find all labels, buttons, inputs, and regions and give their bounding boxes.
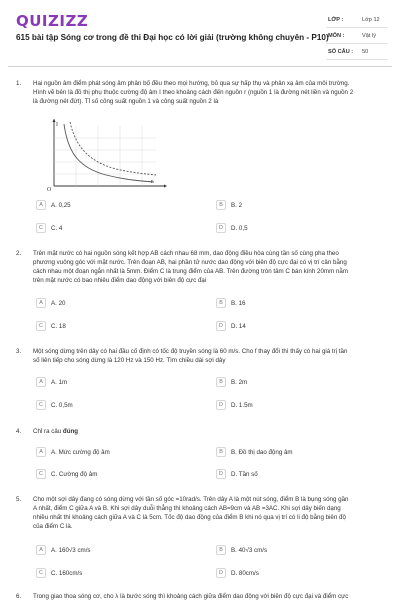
meta-value: Vật lý [362, 33, 376, 39]
question-text-line: phương vuông góc với mặt nước. Trên đoạn AB, hai phần tử nước dao động với biên độ cực đại có vị trí cân bằng [33, 259, 347, 266]
option-text: A. Mức cường độ âm [51, 448, 110, 456]
option-letter: B [216, 447, 226, 457]
option-letter: B [216, 200, 226, 210]
option-c[interactable] [36, 321, 66, 331]
option-letter: A [36, 200, 46, 210]
document-title: 615 bài tập Sóng cơ trong đề thi Đại học có lời giải (trường không chuyên - P10) [16, 33, 329, 42]
option-letter: C [36, 400, 46, 410]
option-letter: D [216, 469, 226, 479]
option-letter: D [216, 321, 226, 331]
question-text-line: cách nhau một đoạn ngắn nhất là 5mm. Điểm C là trung điểm của AB. Trên đường tròn tâm C bán kính 20mm nằm [33, 268, 348, 275]
question-text-line: A nhất, điểm C giữa A và B. Khi sợi dây duỗi thẳng thì khoảng cách AB=9cm và AB =3AC. Khi sợi dây biến dạng [33, 505, 341, 512]
option-c[interactable] [36, 568, 82, 578]
option-b[interactable] [216, 298, 245, 308]
option-text: A. 1m [51, 378, 68, 386]
option-text: D. 80cm/s [231, 569, 259, 577]
option-c[interactable] [36, 469, 97, 479]
header-divider [8, 66, 392, 67]
question-text-line [33, 428, 385, 437]
question-text-line: số liên tiếp cho sóng dừng là 120 Hz và 150 Hz. Tìm chiều dài sợi dây [33, 357, 226, 364]
option-d[interactable] [216, 568, 259, 578]
option-b[interactable] [216, 200, 242, 210]
option-d[interactable] [216, 223, 248, 233]
option-letter: A [36, 298, 46, 308]
option-letter: A [36, 545, 46, 555]
option-letter: D [216, 568, 226, 578]
question-number: 3. [16, 348, 22, 355]
option-b[interactable] [216, 545, 267, 555]
meta-key: SỐ CÂU : [328, 49, 354, 55]
option-a[interactable] [36, 447, 110, 457]
option-text: C. 18 [51, 322, 66, 330]
question-number: 6. [16, 593, 22, 600]
x-axis-label: r [151, 179, 153, 185]
question-text-bold: đúng [62, 428, 79, 435]
option-c[interactable] [36, 400, 73, 410]
question-text-plain: Chỉ ra câu [33, 428, 63, 435]
option-text: C. 4 [51, 224, 63, 232]
meta-key: LỚP : [328, 17, 344, 23]
question-text-line: Trên mặt nước có hai nguồn sóng kết hợp AB cách nhau 68 mm, dao động điều hòa cùng tần số cùng pha theo [33, 250, 339, 257]
meta-key: MÔN : [328, 33, 345, 39]
question-text-line: Hình vẽ bên là đồ thị phụ thuộc cường độ âm I theo khoảng cách đến nguồn r (nguồn 1 là đường nét liền và nguồn 2 [33, 89, 354, 96]
option-a[interactable] [36, 200, 71, 210]
option-text: D. 1.5m [231, 401, 253, 409]
option-letter: C [36, 223, 46, 233]
option-text: A. 160√3 cm/s [51, 546, 91, 554]
meta-value: Lớp 12 [362, 17, 380, 23]
option-letter: A [36, 377, 46, 387]
meta-row-subject [326, 28, 388, 44]
intensity-distance-graph [46, 118, 168, 192]
origin-label: O [47, 187, 52, 192]
meta-value: 50 [362, 49, 369, 55]
question-number: 4. [16, 428, 22, 435]
option-letter: A [36, 447, 46, 457]
question-text-line: là đường nét đứt). Tỉ số công suất nguồn 1 và công suất nguồn 2 là [33, 98, 219, 105]
option-text: D. 14 [231, 322, 246, 330]
meta-table [326, 12, 388, 60]
question-text-line: Trong giao thoa sóng cơ, cho λ là bước sóng thì khoảng cách giữa điểm dao động với biên độ cực đại và điểm cực [33, 593, 349, 600]
x-axis-arrow [164, 185, 167, 188]
option-a[interactable] [36, 545, 91, 555]
option-text: B. 2 [231, 201, 243, 209]
option-letter: B [216, 298, 226, 308]
question-number: 5. [16, 496, 22, 503]
question-number: 2. [16, 250, 22, 257]
question-text-line: Hai nguồn âm điểm phát sóng âm phân bố đều theo mọi hướng, bỏ qua sự hấp thụ và phản xạ âm của môi trường. [33, 80, 350, 87]
option-text: B. 40√3 cm/s [231, 546, 268, 554]
grid [54, 126, 156, 186]
option-text: B. 16 [231, 299, 246, 307]
option-letter: D [216, 223, 226, 233]
option-text: B. Đồ thị dao động âm [231, 448, 293, 456]
option-text: C. Cường độ âm [51, 470, 98, 478]
y-axis-label: I [56, 122, 58, 128]
option-b[interactable] [216, 377, 247, 387]
option-text: D. 0,5 [231, 224, 248, 232]
option-letter: C [36, 321, 46, 331]
option-d[interactable] [216, 321, 246, 331]
option-a[interactable] [36, 298, 65, 308]
question-text-line: Cho một sợi dây đang có sóng dừng với tần số góc =10rad/s. Trên dây A là một nút sóng, điểm B là bụng sóng gần [33, 496, 349, 503]
option-text: A. 20 [51, 299, 66, 307]
option-letter: B [216, 545, 226, 555]
question-text-line: nhiều nhất thì khoảng cách giữa A và C là 5cm. Tốc độ dao động của điểm B khi nó qua vị trí có li độ bằng biên độ [33, 514, 346, 521]
option-letter: C [36, 568, 46, 578]
question-number: 1. [16, 80, 22, 87]
question-text-line: Một sóng dừng trên dây có hai đầu cố định có tốc độ truyền sóng là 60 m/s. Cho f thay đổi thì thấy có hai giá trị tần [33, 348, 348, 355]
option-letter: B [216, 377, 226, 387]
option-text: B. 2m [231, 378, 248, 386]
option-a[interactable] [36, 377, 67, 387]
meta-row-count [326, 44, 388, 60]
option-letter: D [216, 400, 226, 410]
option-b[interactable] [216, 447, 293, 457]
question-text-line: trên mặt nước có bao nhiêu điểm dao động với biên độ cực đại [33, 277, 207, 284]
option-d[interactable] [216, 400, 253, 410]
option-text: C. 160cm/s [51, 569, 83, 577]
quizizz-logo: QUIZIZZ [16, 12, 89, 30]
option-text: C. 0,5m [51, 401, 73, 409]
option-d[interactable] [216, 469, 258, 479]
header [0, 0, 400, 64]
option-c[interactable] [36, 223, 62, 233]
curve-source-2 [70, 122, 156, 175]
option-text: A. 0,25 [51, 201, 71, 209]
meta-row-class [326, 12, 388, 28]
option-text: D. Tần số [231, 470, 258, 478]
question-text-line: của điểm C là. [33, 523, 73, 530]
option-letter: C [36, 469, 46, 479]
